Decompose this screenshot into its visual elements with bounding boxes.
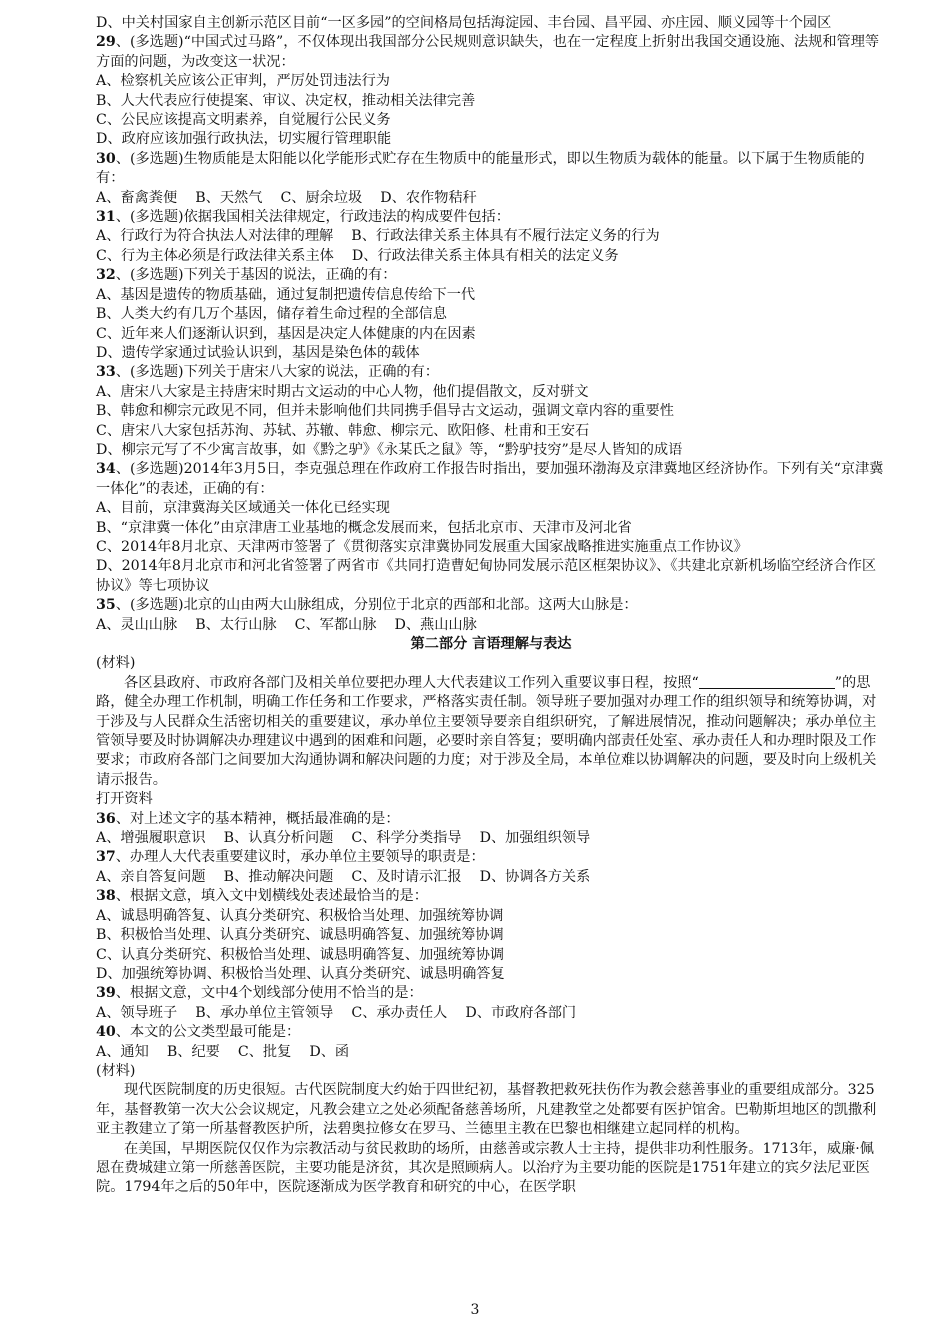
options-row: A、畜禽粪便 B、天然气 C、厨余垃圾 D、农作物秸秆 (96, 189, 477, 206)
document-page (96, 14, 886, 1198)
page-number: 3 (470, 1302, 480, 1318)
question-36 (96, 810, 886, 829)
option: D、2014年8月北京市和河北省签署了两省市《共同打造曹妃甸协同发展示范区框架协议》、《共建北京新机场临空经济合作区协议》等七项协议 (96, 558, 877, 594)
question-number: 30 (96, 150, 116, 167)
material-label: (材料) (96, 655, 136, 672)
option: A、目前，京津冀海关区域通关一体化已经实现 (96, 500, 390, 517)
option: B、“京津冀一体化”由京津唐工业基地的概念发展而来，包括北京市、天津市及河北省 (96, 519, 632, 536)
question-33 (96, 363, 886, 382)
material-paragraph (96, 674, 886, 790)
option: B、韩愈和柳宗元政见不同，但并未影响他们共同携手倡导古文运动，强调文章内容的重要性 (96, 403, 674, 420)
open-material-link[interactable]: 打开资料 (96, 791, 153, 808)
question-text: 、(多选题)下列关于基因的说法，正确的有： (115, 267, 397, 284)
question-text: 、本文的公文类型最可能是： (115, 1024, 301, 1041)
question-number: 37 (96, 849, 116, 866)
option: B、人类大约有几万个基因，储存着生命过程的全部信息 (96, 306, 447, 323)
question-number: 39 (96, 985, 116, 1002)
option: D、加强统筹协调、积极恰当处理、认真分类研究、诚恳明确答复 (96, 965, 505, 982)
section-title: 第二部分 言语理解与表达 (410, 636, 572, 652)
question-text: 、根据文意，文中4个划线部分使用不恰当的是： (115, 985, 423, 1002)
option: C、近年来人们逐渐认识到，基因是决定人体健康的内在因素 (96, 325, 476, 342)
question-number: 29 (96, 34, 116, 51)
question-text: 、办理人大代表重要建议时，承办单位主要领导的职责是： (115, 849, 485, 866)
option: D、政府应该加强行政执法，切实履行管理职能 (96, 131, 392, 148)
question-number: 40 (96, 1024, 116, 1041)
question-text: 、(多选题)北京的山由两大山脉组成，分别位于北京的西部和北部。这两大山脉是： (115, 597, 638, 614)
option: A、基因是遗传的物质基础，通过复制把遗传信息传给下一代 (96, 286, 476, 303)
option: D、遗传学家通过试验认识到，基因是染色体的载体 (96, 344, 420, 361)
q28-option-d: D、中关村国家自主创新示范区目前“一区多园”的空间格局包括海淀园、丰台园、昌平园、亦庄园、顺义园等十个园区 (96, 15, 832, 31)
options-row: A、行政行为符合执法人对法律的理解 B、行政法律关系主体具有不履行法定义务的行为 (96, 228, 660, 245)
option: A、诚恳明确答复、认真分类研究、积极恰当处理、加强统筹协调 (96, 907, 504, 924)
question-number: 33 (96, 364, 116, 381)
question-text: 、(多选题)依据我国相关法律规定，行政违法的构成要件包括： (115, 209, 510, 226)
question-35 (96, 596, 886, 615)
question-text: 、(多选题)生物质能是太阳能以化学能形式贮存在生物质中的能量形式，即以生物质为载体的能量。以下属于生物质能的有： (96, 150, 865, 187)
options-row: A、灵山山脉 B、太行山脉 C、军都山脉 D、燕山山脉 (96, 616, 477, 633)
question-text: 、对上述文字的基本精神，概括最准确的是： (115, 810, 400, 827)
options-row: A、增强履职意识 B、认真分析问题 C、科学分类指导 D、加强组织领导 (96, 830, 591, 847)
option: A、唐宋八大家是主持唐宋时期古文运动的中心人物，他们提倡散文，反对骈文 (96, 383, 589, 400)
material-paragraph: 现代医院制度的历史很短。古代医院制度大约始于四世纪初，基督教把救死扶伤作为教会慈善事业的重要组成部分。325年，基督教第一次大公会议规定，凡教会建立之处必须配备慈善场所，凡建教堂之处都要有医护馆舍。巴勒斯坦地区的凯撒利亚主教建立了第一所基督教医护所，法碧奥拉修女在罗马、兰德里主教在巴黎也相继建立起同样的机构。 (96, 1082, 877, 1138)
paragraph-start: 各区县政府、市政府各部门及相关单位要把办理人大代表建议工作列入重要议事日程，按照“ (124, 674, 699, 691)
options-row: A、通知 B、纪要 C、批复 D、函 (96, 1043, 350, 1060)
question-31 (96, 208, 886, 227)
question-text: 、根据文意，填入文中划横线处表述最恰当的是： (115, 888, 428, 905)
question-number: 36 (96, 810, 116, 827)
option: B、人大代表应行使提案、审议、决定权，推动相关法律完善 (96, 92, 476, 109)
question-37 (96, 848, 886, 867)
option: C、公民应该提高文明素养，自觉履行公民义务 (96, 112, 391, 129)
question-34 (96, 460, 886, 499)
question-40 (96, 1023, 886, 1042)
option: C、2014年8月北京、天津两市签署了《贯彻落实京津冀协同发展重大国家战略推进实施重点工作协议》 (96, 538, 748, 555)
option: C、认真分类研究、积极恰当处理、诚恳明确答复、加强统筹协调 (96, 946, 505, 963)
question-32 (96, 266, 886, 285)
options-row: C、行为主体必须是行政法律关系主体 D、行政法律关系主体具有相关的法定义务 (96, 247, 619, 264)
question-text: 、(多选题)“中国式过马路”，不仅体现出我国部分公民规则意识缺失，也在一定程度上折射出我国交通设施、法规和管理等方面的问题，为改变这一状况： (96, 34, 880, 70)
option: C、唐宋八大家包括苏洵、苏轼、苏辙、韩愈、柳宗元、欧阳修、杜甫和王安石 (96, 422, 590, 439)
fill-blank (699, 674, 795, 689)
question-number: 34 (96, 461, 116, 478)
option: D、柳宗元写了不少寓言故事，如《黔之驴》《永某氏之鼠》等，“黔驴技穷”是尽人皆知的成语 (96, 441, 683, 458)
question-text: 、(多选题)下列关于唐宋八大家的说法，正确的有： (115, 364, 439, 381)
material-paragraph: 在美国，早期医院仅仅作为宗教活动与贫民救助的场所，由慈善或宗教人士主持，提供非功利性服务。1713年，威廉·佩恩在费城建立第一所慈善医院，主要功能是济贫，其次是照顾病人。以治疗为主要功能的医院是1751年建立的宾夕法尼亚医院。1794年之后的50年中，医院逐渐成为医学教育和研究的中心，在医学职 (96, 1140, 874, 1196)
question-29 (96, 33, 886, 72)
paragraph-rest: ”的思路，健全办理工作机制，明确工作任务和工作要求，严格落实责任制。领导班子要加强对办理工作的组织领导和统筹协调，对于涉及与人民群众生活密切相关的重要建议，承办单位主要领导要亲自组织研究，了解进展情况，推动问题解决；承办单位主管领导要及时协调解决办理建议中遇到的困难和问题，必要时亲自答复；要明确内部责任处室、承办责任人和办理时限及工作要求；市政府各部门之间要加大沟通协调和解决问题的力度；对于涉及全局，本单位难以协调解决的问题，要及时向上级机关请示报告。 (96, 674, 877, 788)
question-number: 35 (96, 597, 116, 614)
material-label: (材料) (96, 1062, 136, 1079)
question-text: 、(多选题)2014年3月5日，李克强总理在作政府工作报告时指出，要加强环渤海及京津冀地区经济协作。下列有关“京津冀一体化”的表述，正确的有： (96, 461, 884, 497)
question-number: 38 (96, 888, 116, 905)
question-number: 31 (96, 209, 116, 226)
question-number: 32 (96, 267, 116, 284)
question-39 (96, 984, 886, 1003)
options-row: A、亲自答复问题 B、推动解决问题 C、及时请示汇报 D、协调各方关系 (96, 868, 591, 885)
option: A、检察机关应该公正审判，严厉处罚违法行为 (96, 73, 390, 90)
question-38 (96, 887, 886, 906)
option: B、积极恰当处理、认真分类研究、诚恳明确答复、加强统筹协调 (96, 927, 504, 944)
question-30 (96, 150, 886, 189)
fill-blank (795, 674, 835, 689)
options-row: A、领导班子 B、承办单位主管领导 C、承办责任人 D、市政府各部门 (96, 1004, 577, 1021)
